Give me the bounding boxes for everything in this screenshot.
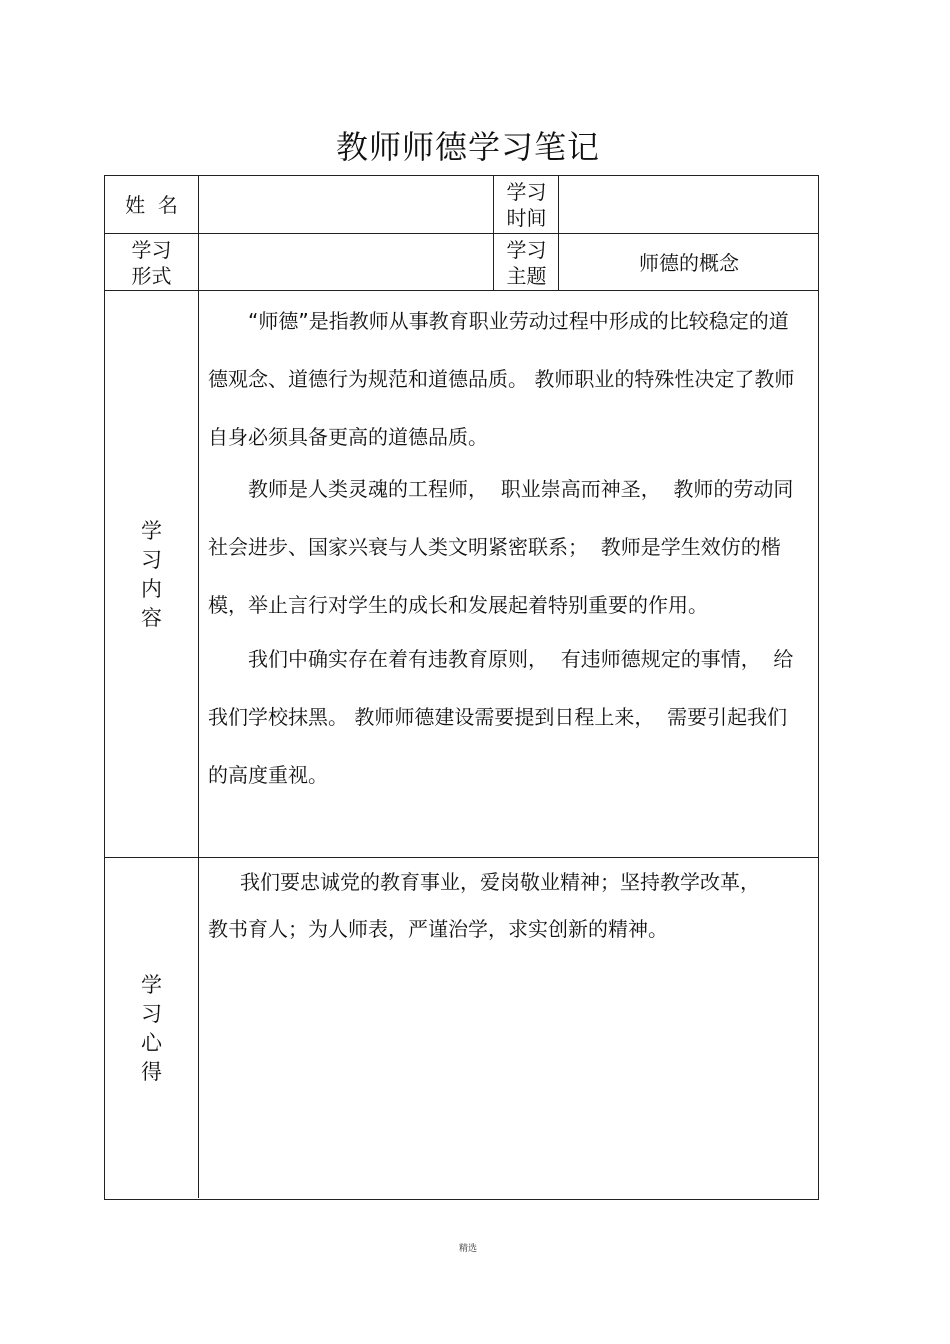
content-paragraph-3: 我们中确实存在着有违教育原则， 有违师德规定的事情， 给我们学校抹黑。 教师师德建设需要提到日程上来， 需要引起我们的高度重视。 — [208, 647, 794, 787]
reflection-label-char: 学 — [141, 972, 162, 997]
reflection-label-char: 得 — [141, 1059, 162, 1084]
column-divider — [198, 176, 199, 1198]
content-paragraph-2: 教师是人类灵魂的工程师， 职业崇高而神圣， 教师的劳动同社会进步、国家兴衰与人类文明紧密联系； 教师是学生效仿的楷模，举止言行对学生的成长和发展起着特别重要的作用。 — [208, 477, 794, 617]
study-topic-field[interactable] — [560, 235, 818, 290]
study-topic-value: 师德的概念 — [639, 250, 739, 275]
content-label-char: 容 — [141, 605, 162, 630]
study-form-label — [105, 235, 198, 290]
study-time-label-line1: 学习 — [506, 179, 547, 204]
study-content-label — [105, 292, 198, 857]
row-divider — [105, 233, 818, 234]
study-reflection-label — [105, 859, 198, 1198]
column-divider — [558, 176, 559, 290]
study-form-field[interactable] — [200, 235, 493, 290]
study-topic-label — [495, 235, 558, 290]
footer-text: 精选 — [458, 1244, 477, 1254]
study-form-label-line2: 形式 — [131, 263, 172, 288]
reflection-paragraph: 我们要忠诚党的教育事业，爱岗敬业精神；坚持教学改革，教书育人；为人师表，严谨治学，求实创新的精神。 — [208, 870, 760, 941]
name-field[interactable] — [200, 176, 493, 233]
document-title: 教师师德学习笔记 — [335, 128, 600, 166]
row-divider — [105, 290, 818, 291]
name-label — [105, 176, 198, 233]
reflection-label-char: 心 — [141, 1030, 162, 1055]
content-label-char: 学 — [141, 518, 162, 543]
row-divider — [105, 857, 818, 858]
study-notes-table — [104, 175, 819, 1200]
study-time-label-line2: 时间 — [506, 205, 547, 230]
content-paragraph-1: “师德”是指教师从事教育职业劳动过程中形成的比较稳定的道德观念、道德行为规范和道德品质。 教师职业的特殊性决定了教师自身必须具备更高的道德品质。 — [208, 309, 795, 449]
study-form-label-line1: 学习 — [131, 237, 172, 262]
reflection-label-char: 习 — [141, 1001, 162, 1026]
study-time-label — [495, 176, 558, 233]
study-topic-label-line1: 学习 — [506, 237, 547, 262]
name-label-text: 姓 名 — [125, 192, 178, 217]
study-time-field[interactable] — [560, 176, 818, 233]
content-label-char: 习 — [141, 547, 162, 572]
study-topic-label-line2: 主题 — [506, 263, 547, 288]
content-label-char: 内 — [141, 576, 162, 601]
column-divider — [493, 176, 494, 290]
